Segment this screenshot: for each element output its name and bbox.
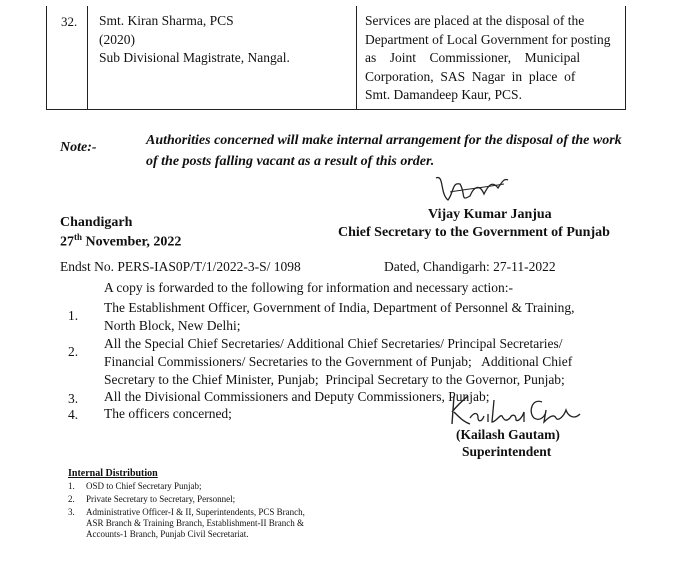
signatory-title: Chief Secretary to the Government of Punjab: [338, 225, 610, 240]
list-line: Financial Commissioners/ Secretaries to the Government of Punjab; Additional Chief: [104, 354, 573, 369]
list-item: [104, 405, 232, 423]
list-item: [104, 388, 490, 406]
distribution-item: [86, 507, 305, 540]
superintendent-title: Superintendent: [462, 444, 552, 459]
list-line: The Establishment Officer, Government of India, Department of Personnel & Training,: [104, 300, 575, 315]
endorsement-number: Endst No. PERS-IAS0P/T/1/2022-3-S/ 1098: [60, 259, 301, 274]
desc-line: Corporation, SAS Nagar in place of: [365, 68, 576, 84]
list-line: The officers concerned;: [104, 406, 232, 421]
list-number: 1.: [68, 308, 79, 323]
desc-line: as Joint Commissioner, Municipal: [365, 50, 581, 65]
distribution-number: 1.: [68, 481, 75, 491]
list-line: Secretary to the Chief Minister, Punjab; Principal Secretary to the Governor, Punjab;: [104, 372, 565, 387]
endorsement-date: Dated, Chandigarh: 27-11-2022: [384, 259, 556, 274]
table-divider: [356, 6, 357, 109]
date-suffix: th: [74, 232, 83, 242]
posting-table-row: [46, 6, 626, 110]
distribution-line: Accounts-1 Branch, Punjab Civil Secretariat.: [86, 529, 249, 539]
date-day: 27: [60, 234, 74, 250]
officer-batch: (2020): [99, 31, 135, 47]
copy-intro: A copy is forwarded to the following for information and necessary action:-: [104, 280, 514, 295]
distribution-line: ASR Branch & Training Branch, Establishment-II Branch &: [86, 518, 304, 528]
list-line: All the Divisional Commissioners and Deputy Commissioners, Punjab;: [104, 389, 490, 404]
list-number: 3.: [68, 391, 79, 406]
distribution-line: Administrative Officer-I & II, Superintendents, PCS Branch,: [86, 507, 305, 517]
desc-line: Services are placed at the disposal of the: [365, 13, 585, 28]
officer-name: Smt. Kiran Sharma, PCS: [99, 13, 234, 28]
distribution-item: OSD to Chief Secretary Punjab;: [86, 481, 202, 491]
row-number: 32.: [61, 14, 78, 29]
list-number: 4.: [68, 407, 79, 422]
signatory-name: Vijay Kumar Janjua: [428, 207, 552, 222]
officer-post: Sub Divisional Magistrate, Nangal.: [99, 50, 290, 65]
list-item: [104, 299, 574, 335]
desc-line: Smt. Damandeep Kaur, PCS.: [365, 87, 522, 102]
distribution-item: Private Secretary to Secretary, Personnel;: [86, 494, 236, 504]
place: Chandigarh: [60, 215, 133, 230]
desc-line: Department of Local Government for posting: [365, 31, 611, 47]
date-month-year: November, 2022: [82, 234, 182, 250]
list-item: [104, 335, 572, 389]
signature-superintendent: [446, 392, 586, 430]
distribution-number: 3.: [68, 507, 75, 517]
internal-distribution-heading: Internal Distribution: [68, 468, 158, 479]
table-divider: [87, 6, 88, 109]
officer-details: [99, 12, 290, 68]
note-text: Authorities concerned will make internal arrangement for the disposal of the work of the posts falling vacant as a result of this order.: [146, 133, 622, 169]
list-number: 2.: [68, 344, 79, 359]
list-line: North Block, New Delhi;: [104, 318, 241, 333]
order-date: [60, 232, 181, 251]
note-label: Note:-: [60, 140, 97, 155]
posting-description: [365, 12, 622, 105]
list-line: All the Special Chief Secretaries/ Additional Chief Secretaries/ Principal Secretaries/: [104, 336, 563, 351]
signature-chief-secretary: [430, 172, 510, 208]
distribution-number: 2.: [68, 494, 75, 504]
superintendent-name: (Kailash Gautam): [456, 427, 560, 442]
